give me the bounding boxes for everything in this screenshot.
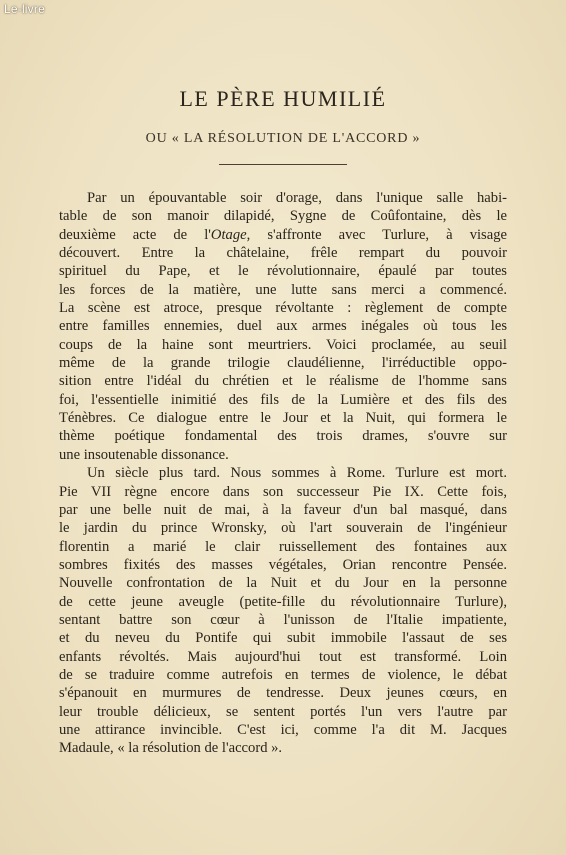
text-line: découvert. Entre la châtelaine, frêle rempart du pouvoir	[59, 245, 507, 262]
text-line: sombres fixités des masses végétales, Orian rencontre Pensée.	[59, 556, 507, 573]
text-line: Par un épouvantable soir d'orage, dans l'unique salle habi-	[87, 190, 507, 206]
text-line: sentant battre son cœur à l'unisson de l'Italie impatiente,	[59, 611, 507, 628]
text-line: de cette jeune aveugle (petite-fille du révolutionnaire Turlure),	[59, 593, 507, 610]
text-line: florentin a marié le clair ruissellement des fontaines aux	[59, 538, 507, 555]
text-line: deuxième acte de l'Otage, s'affronte avec Turlure, à visage	[59, 226, 507, 243]
text-line: sition entre l'idéal du chrétien et le réalisme de l'homme sans	[59, 373, 507, 390]
text-line: leur trouble délicieux, se sentent portés l'un vers l'autre par	[59, 703, 507, 720]
text-line: de se traduire comme autrefois en termes de violence, le débat	[59, 666, 507, 683]
text-line: Un siècle plus tard. Nous sommes à Rome. Turlure est mort.	[87, 465, 507, 482]
text-line: La scène est atroce, presque révoltante : règlement de compte	[59, 300, 507, 317]
title-divider	[219, 164, 347, 165]
text-line: s'épanouit en murmures de tendresse. Deux jeunes cœurs, en	[59, 685, 507, 702]
text-line: Nouvelle confrontation de la Nuit et du Jour en la personne	[59, 575, 507, 592]
text-line: le jardin du prince Wronsky, où l'art souverain de l'ingénieur	[59, 520, 507, 537]
body-text	[59, 189, 507, 758]
text-line: par une belle nuit de mai, à la faveur d'un bal masqué, dans	[59, 501, 507, 518]
text-line: entre familles ennemies, duel aux armes inégales où tous les	[59, 318, 507, 335]
watermark-logo: Le-livre	[4, 2, 45, 16]
text-line: spirituel du Pape, et le révolutionnaire, épaulé par toutes	[59, 263, 507, 280]
text-line: une attirance invincible. C'est ici, comme l'a dit M. Jacques	[59, 721, 507, 738]
text-line: même de la grande trilogie claudélienne, l'irréductible oppo-	[59, 355, 507, 372]
text-line: Madaule, « la résolution de l'accord ».	[59, 740, 283, 757]
text-line: les forces de la matière, une lutte sans merci a commencé.	[59, 281, 507, 298]
text-line: foi, l'essentielle inimitié des fils de la Lumière et des fils des	[59, 391, 507, 408]
text-line: et du neveu du Pontife qui subit immobile l'assaut de ses	[59, 630, 507, 647]
text-line: table de son manoir dilapidé, Sygne de Coûfontaine, dès le	[59, 208, 507, 225]
text-line: une insoutenable dissonance.	[59, 446, 229, 463]
text-line: Pie VII règne encore dans son successeur Pie IX. Cette fois,	[59, 483, 507, 500]
text-line: thème poétique fondamental des trois drames, s'ouvre sur	[59, 428, 507, 445]
text-line: enfants révoltés. Mais aujourd'hui tout est transformé. Loin	[59, 648, 507, 665]
text-line: Ténèbres. Ce dialogue entre le Jour et la Nuit, qui formera le	[59, 410, 507, 427]
page-subtitle: OU « LA RÉSOLUTION DE L'ACCORD »	[145, 131, 421, 146]
page-title: LE PÈRE HUMILIÉ	[179, 86, 387, 111]
text-line: coups de la haine sont meurtriers. Voici proclamée, au seuil	[59, 336, 507, 353]
